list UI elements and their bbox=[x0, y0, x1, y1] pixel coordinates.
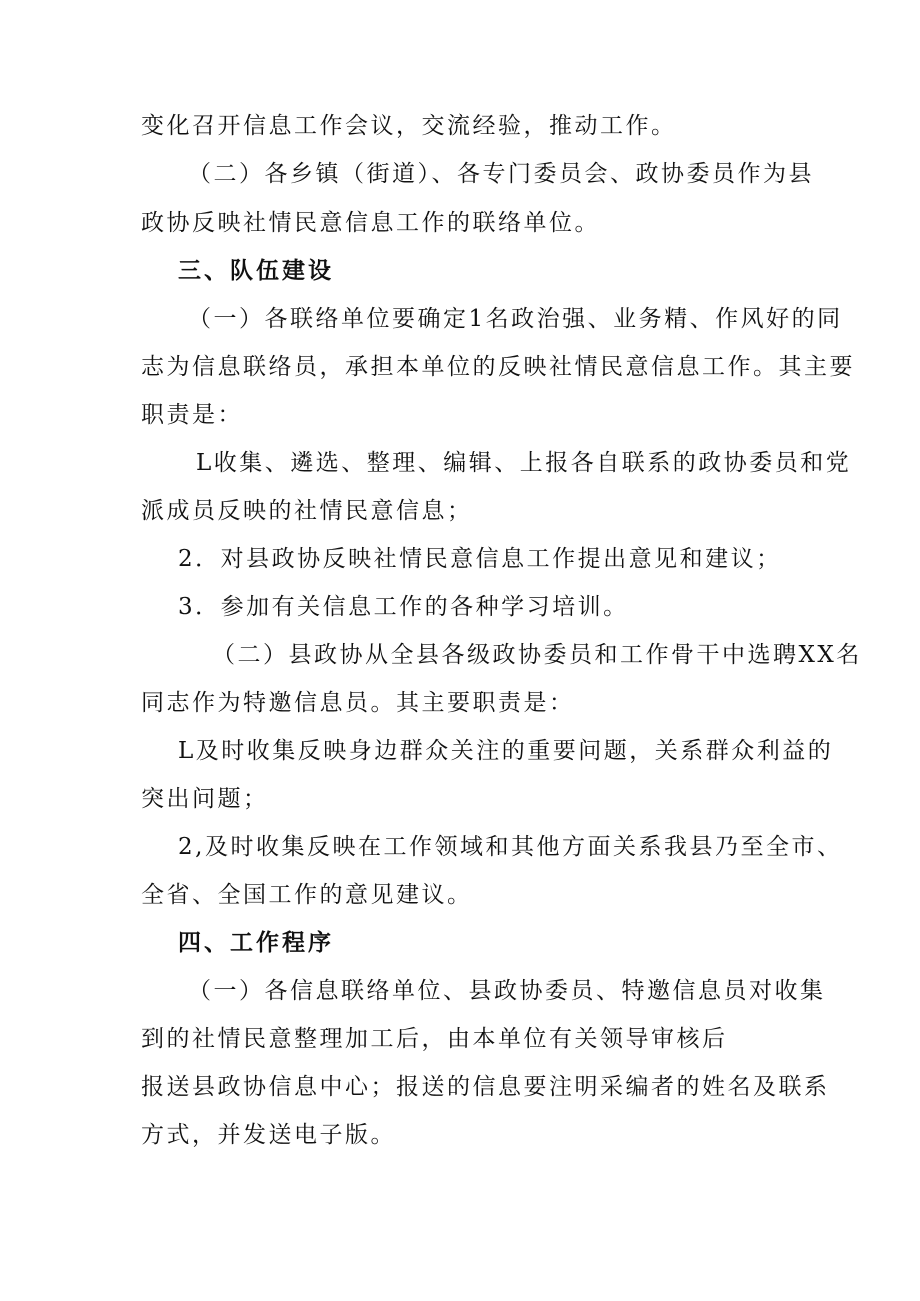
paragraph-line: 职责是： bbox=[141, 402, 243, 428]
list-item-line: 突出问题； bbox=[141, 786, 269, 812]
paragraph-line: 政协反映社情民意信息工作的联络单位。 bbox=[141, 210, 600, 236]
list-item-line: 2．对县政协反映社情民意信息工作提出意见和建议； bbox=[178, 546, 782, 572]
paragraph-line: 变化召开信息工作会议，交流经验，推动工作。 bbox=[141, 113, 677, 139]
list-item-line: 3．参加有关信息工作的各种学习培训。 bbox=[178, 594, 629, 620]
paragraph-line: （一）各信息联络单位、县政协委员、特邀信息员对收集 bbox=[188, 978, 826, 1004]
paragraph-line: 到的社情民意整理加工后，由本单位有关领导审核后 bbox=[141, 1026, 728, 1052]
paragraph-line: 同志作为特邀信息员。其主要职责是： bbox=[141, 690, 575, 716]
list-item-line: L及时收集反映身边群众关注的重要问题，关系群众利益的 bbox=[178, 738, 834, 764]
list-item-line: 派成员反映的社情民意信息； bbox=[141, 498, 473, 524]
section-heading-team-building: 三、队伍建设 bbox=[178, 258, 334, 284]
list-item-line: 2,及时收集反映在工作领域和其他方面关系我县乃至全市、 bbox=[178, 834, 843, 860]
paragraph-line: （二）县政协从全县各级政协委员和工作骨干中选聘XX名 bbox=[212, 642, 862, 668]
list-item-line: 全省、全国工作的意见建议。 bbox=[141, 882, 473, 908]
paragraph-line: 报送县政协信息中心；报送的信息要注明采编者的姓名及联系 bbox=[141, 1074, 830, 1100]
paragraph-line: （一）各联络单位要确定1名政治强、业务精、作风好的同 bbox=[188, 306, 843, 332]
paragraph-line: （二）各乡镇（街道）、各专门委员会、政协委员作为县 bbox=[188, 161, 814, 187]
paragraph-line: 方式，并发送电子版。 bbox=[141, 1122, 396, 1148]
paragraph-line: 志为信息联络员，承担本单位的反映社情民意信息工作。其主要 bbox=[141, 354, 855, 380]
section-heading-work-procedure: 四、工作程序 bbox=[178, 930, 334, 956]
list-item-line: L收集、遴选、整理、编辑、上报各自联系的政协委员和党 bbox=[196, 450, 852, 476]
